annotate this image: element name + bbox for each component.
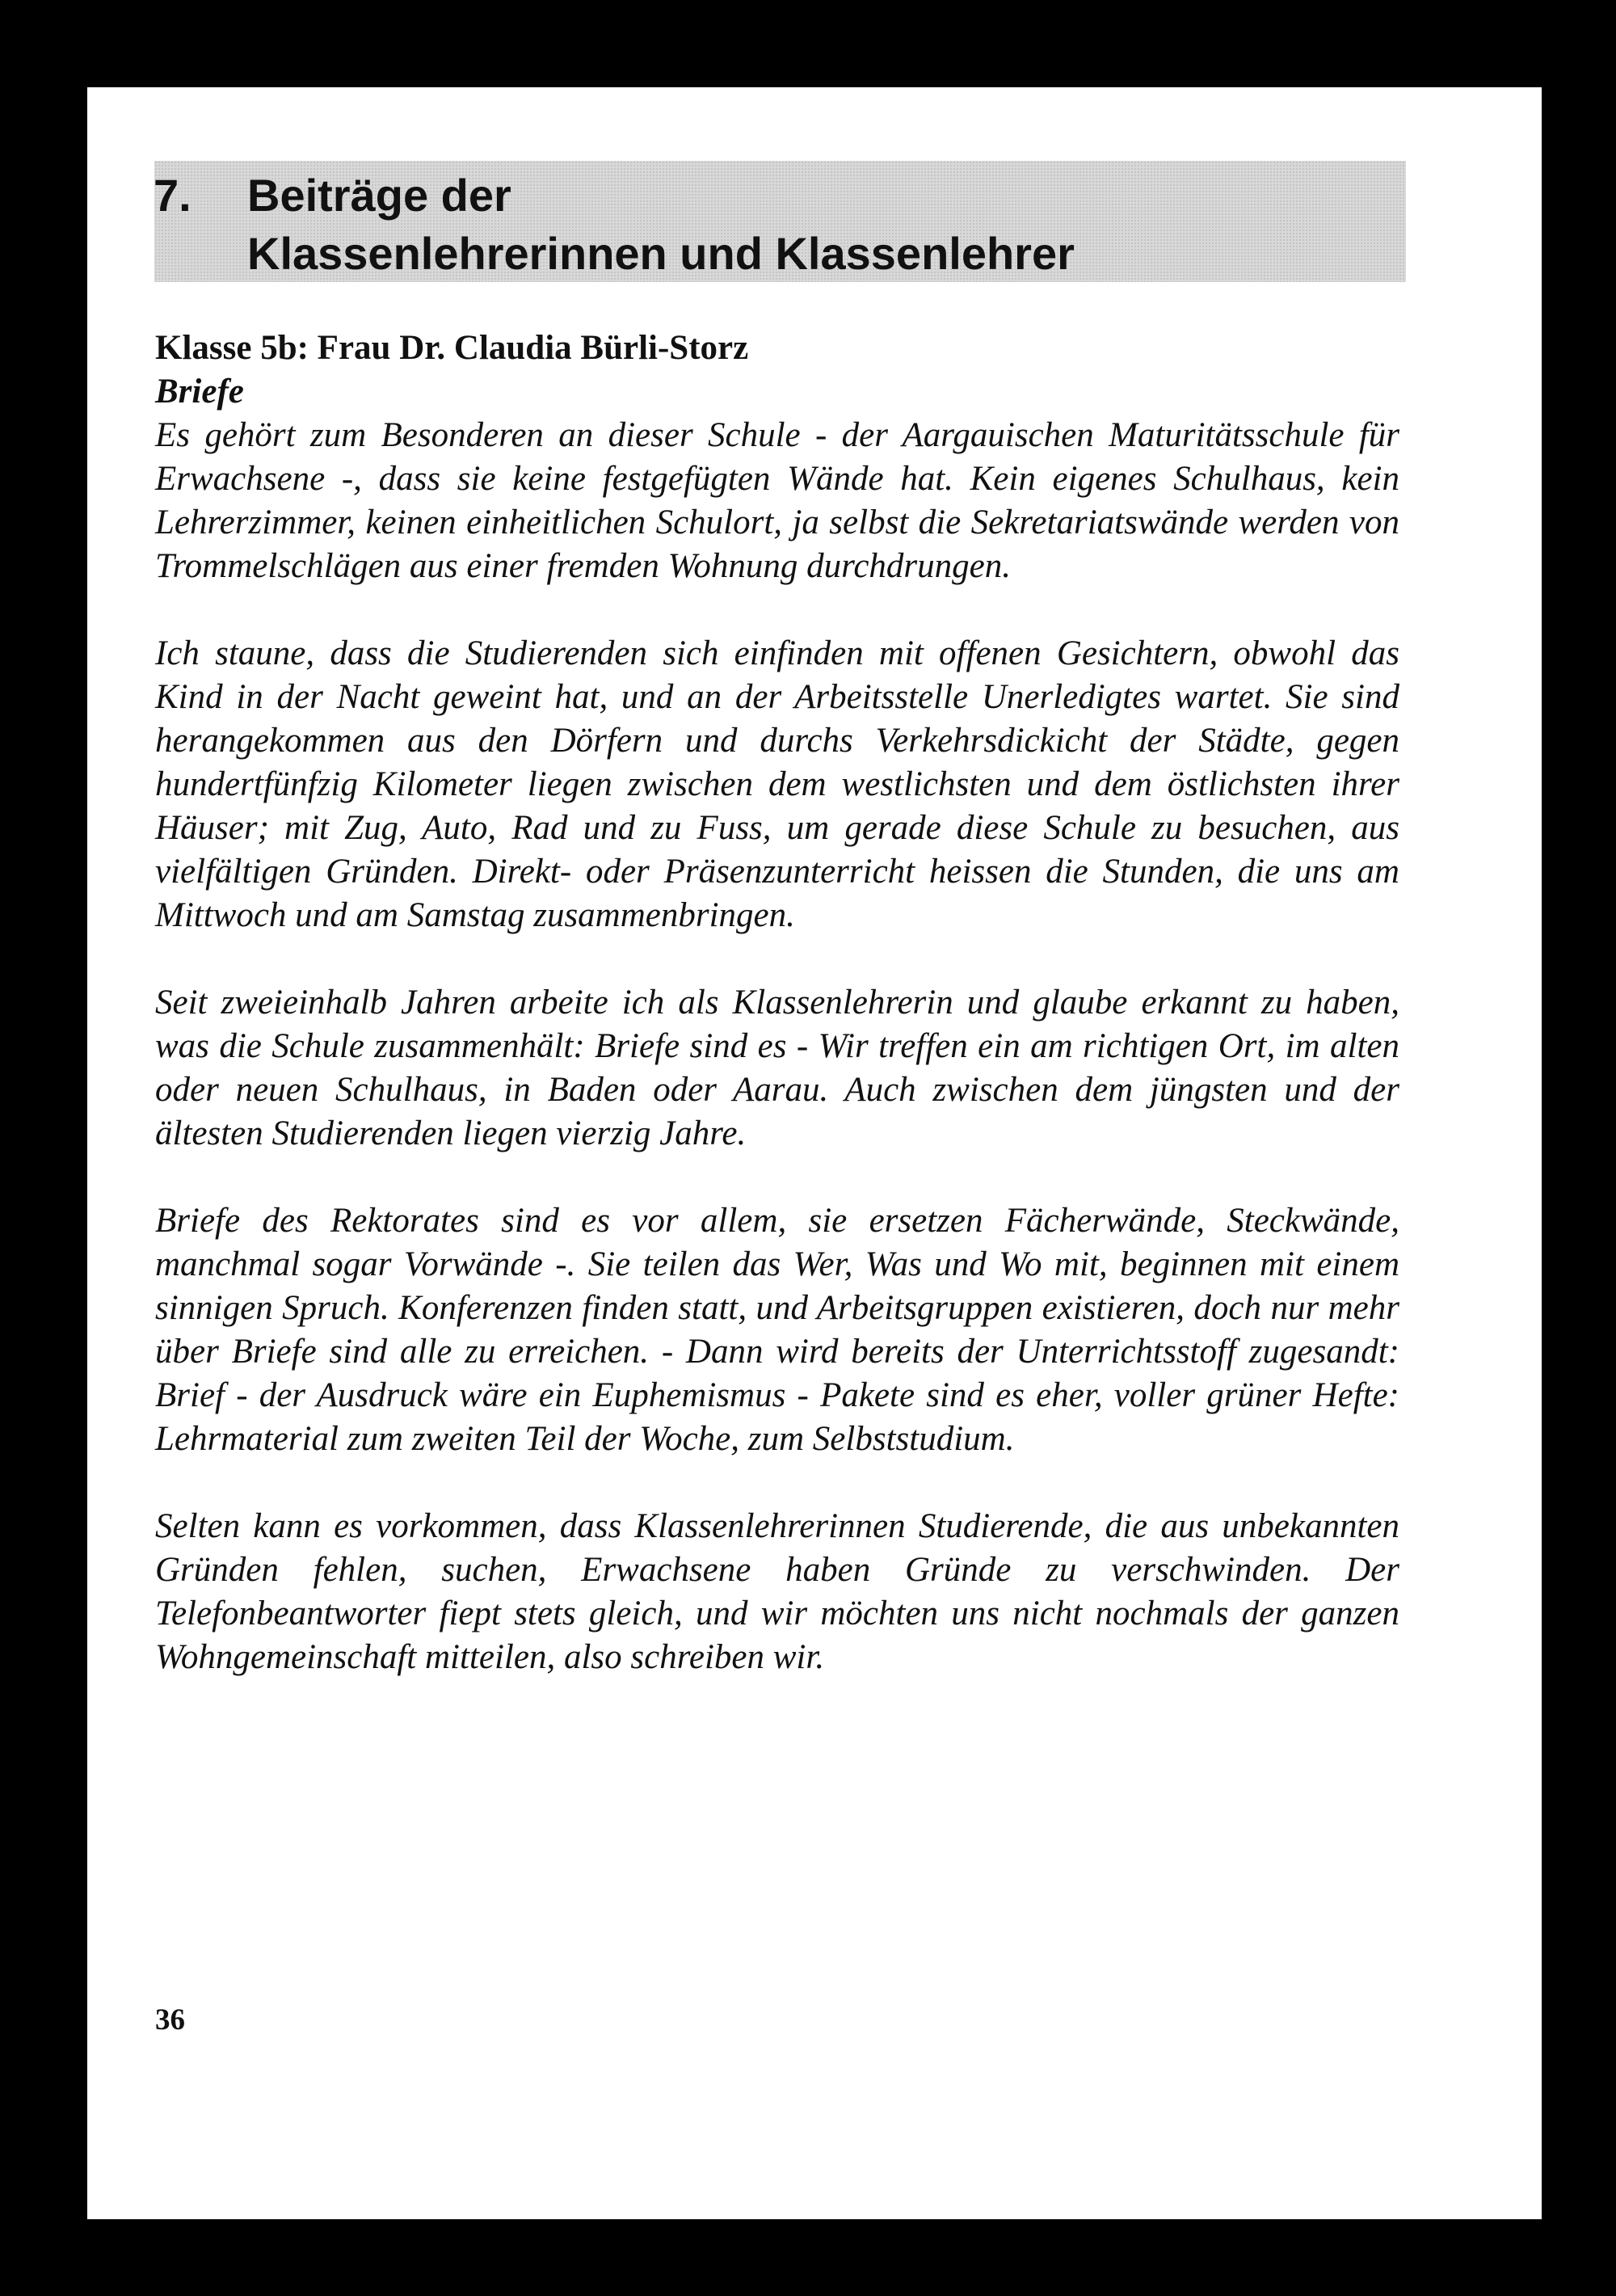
paragraph-5: Selten kann es vorkommen, dass Klassenlehrerinnen Studierende, die aus unbekannten Gründen fehlen, suchen, Erwachsene haben Gründe zu verschwinden. Der Telefonbeantworter fiept stets gleich, und wir möchten uns nicht nochmals der ganzen Wohngemeinschaft mitteilen, also schreiben wir. — [155, 1507, 1399, 1676]
chapter-title — [247, 166, 1075, 283]
class-teacher-line: Klasse 5b: Frau Dr. Claudia Bürli-Storz — [155, 329, 749, 367]
section-content — [155, 326, 1399, 1723]
paragraph-3: Seit zweieinhalb Jahren arbeite ich als Klassenlehrerin und glaube erkannt zu haben, was die Schule zusammenhält: Briefe sind es - Wir treffen ein am richtigen Ort, im alten oder neuen Schulhaus, in Baden oder Aarau. Auch zwischen dem jüngsten und der ältesten Studierenden liegen vierzig Jahre. — [155, 984, 1399, 1152]
paragraph-4: Briefe des Rektorates sind es vor allem, sie ersetzen Fächerwände, Steckwände, manchmal sogar Vorwände -. Sie teilen das Wer, Was und Wo mit, beginnen mit einem sinnigen Spruch. Konferenzen finden statt, und Arbeitsgruppen existieren, doch nur mehr über Briefe sind alle zu erreichen. - Dann wird bereits der Unterrichtsstoff zugesandt: Brief - der Ausdruck wäre ein Euphemismus - Pakete sind es eher, voller grüner Hefte: Lehrmaterial zum zweiten Teil der Woche, zum Selbststudium. — [155, 1202, 1399, 1458]
chapter-title-line-1: Beiträge der — [247, 170, 511, 221]
chapter-title-line-2: Klassenlehrerinnen und Klassenlehrer — [247, 228, 1075, 279]
page-number: 36 — [155, 2003, 185, 2037]
chapter-number: 7. — [154, 170, 191, 221]
section-subtitle: Briefe — [155, 373, 244, 411]
paragraph-2: Ich staune, dass die Studierenden sich einfinden mit offenen Gesichtern, obwohl das Kind in der Nacht geweint hat, und an der Arbeitsstelle Unerledigtes wartet. Sie sind herangekommen aus den Dörfern und durchs Verkehrsdickicht der Städte, gegen hundertfünfzig Kilometer liegen zwischen dem westlichsten und dem östlichsten ihrer Häuser; mit Zug, Auto, Rad und zu Fuss, um gerade diese Schule zu besuchen, aus vielfältigen Gründen. Direkt- oder Präsenzunterricht heissen die Stunden, die uns am Mittwoch und am Samstag zusammenbringen. — [155, 634, 1399, 934]
paragraph-1: Es gehört zum Besonderen an dieser Schule - der Aargauischen Maturitätsschule für Erwachsene -, dass sie keine festgefügten Wände hat. Kein eigenes Schulhaus, kein Lehrerzimmer, keinen einheitlichen Schulort, ja selbst die Sekretariatswände werden von Trommelschlägen aus einer fremden Wohnung durchdrungen. — [155, 416, 1399, 585]
